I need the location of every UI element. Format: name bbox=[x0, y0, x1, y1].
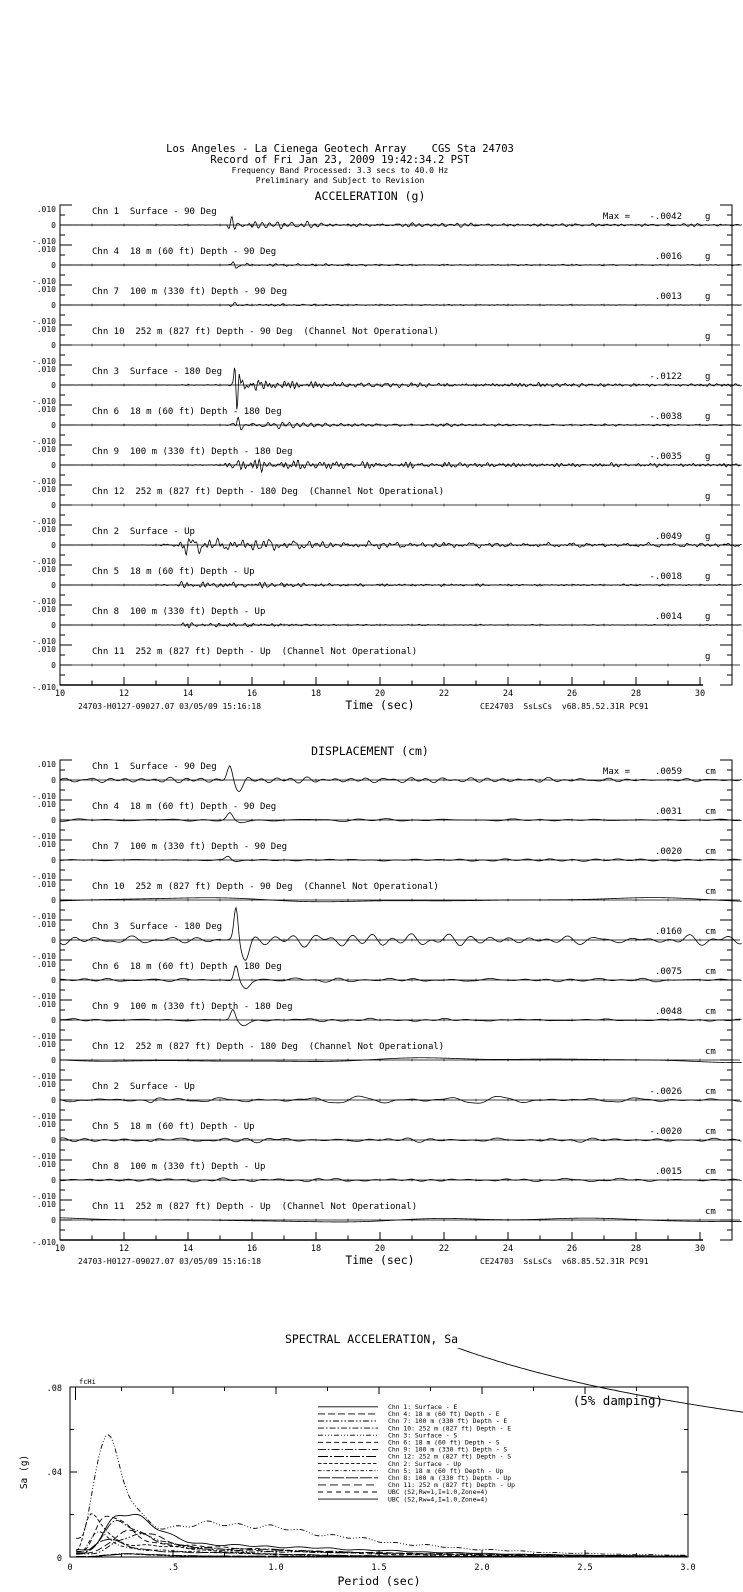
y-tick-label: -.010 bbox=[31, 872, 56, 881]
y-tick-label: .010 bbox=[36, 1120, 56, 1129]
channel-label: Chn 2 Surface - Up bbox=[92, 1082, 195, 1092]
y-tick-label: .010 bbox=[36, 405, 56, 414]
channel-row bbox=[32, 1080, 742, 1121]
x-tick-label: 14 bbox=[182, 689, 194, 699]
unit-label: g bbox=[705, 612, 711, 622]
waveform-trace bbox=[60, 302, 742, 306]
legend-entry-label: Chn 12: 252 m (827 ft) Depth - S bbox=[388, 1452, 512, 1461]
legend-entry-label: Chn 10: 252 m (827 ft) Depth - E bbox=[388, 1424, 512, 1433]
max-value: .0059 bbox=[654, 767, 682, 777]
x-tick-label: 20 bbox=[374, 689, 386, 699]
unit-label: cm bbox=[705, 1047, 716, 1057]
waveform-trace bbox=[60, 623, 742, 628]
x-tick-label: 28 bbox=[630, 1244, 642, 1254]
max-value: .0014 bbox=[654, 612, 682, 622]
y-tick-label: 0 bbox=[51, 856, 56, 865]
y-tick-label: -.010 bbox=[31, 557, 56, 566]
y-tick-label: 0 bbox=[51, 1176, 56, 1185]
unit-label: g bbox=[705, 372, 711, 382]
channel-label: Chn 9 100 m (330 ft) Depth - 180 Deg bbox=[92, 1002, 293, 1012]
y-tick-label: .010 bbox=[36, 445, 56, 454]
y-tick-label: -.010 bbox=[31, 597, 56, 606]
legend-entry-label: Chn 9: 100 m (330 ft) Depth - S bbox=[388, 1445, 508, 1454]
max-value: -.0018 bbox=[649, 572, 682, 582]
channel-label: Chn 12 252 m (827 ft) Depth - 180 Deg (Channel Not Operational) bbox=[92, 487, 445, 497]
record-id-footer: 24703-H0127-09027.07 03/05/09 15:16:18 bbox=[78, 1257, 262, 1266]
channel-label: Chn 11 252 m (827 ft) Depth - Up (Channel Not Operational) bbox=[92, 1202, 418, 1212]
waveform-trace bbox=[60, 813, 742, 823]
period-tick-label: 3.0 bbox=[680, 1563, 696, 1573]
section-title: ACCELERATION (g) bbox=[314, 190, 426, 203]
y-tick-label: .010 bbox=[36, 1080, 56, 1089]
channel-row bbox=[32, 605, 742, 646]
sa-tick-label: 0 bbox=[56, 1554, 62, 1564]
y-tick-label: -.010 bbox=[31, 317, 56, 326]
x-tick-label: 30 bbox=[694, 689, 706, 699]
channel-label: Chn 5 18 m (60 ft) Depth - Up bbox=[92, 1122, 255, 1132]
processing-footer: CE24703 SsLsCs v68.85.52.31R PC91 bbox=[480, 702, 649, 711]
y-tick-label: 0 bbox=[51, 816, 56, 825]
y-tick-label: -.010 bbox=[31, 952, 56, 961]
x-tick-label: 12 bbox=[118, 689, 130, 699]
period-axis-label: Period (sec) bbox=[337, 1574, 421, 1588]
acceleration-plot bbox=[0, 190, 743, 720]
y-tick-label: 0 bbox=[51, 661, 56, 670]
y-tick-label: -.010 bbox=[31, 237, 56, 246]
x-tick-label: 22 bbox=[438, 1244, 450, 1254]
max-value: -.0035 bbox=[649, 452, 682, 462]
max-value: .0048 bbox=[654, 1007, 682, 1017]
y-tick-label: 0 bbox=[51, 936, 56, 945]
y-tick-label: .010 bbox=[36, 565, 56, 574]
x-tick-label: 10 bbox=[54, 1244, 66, 1254]
x-tick-label: 18 bbox=[310, 1244, 322, 1254]
waveform-trace bbox=[60, 908, 742, 960]
waveform-trace bbox=[60, 538, 742, 555]
y-tick-label: 0 bbox=[51, 421, 56, 430]
legend-entry-label: Chn 6: 18 m (60 ft) Depth - S bbox=[388, 1438, 500, 1447]
x-tick-label: 30 bbox=[694, 1244, 706, 1254]
max-value: -.0038 bbox=[649, 412, 682, 422]
max-value: .0075 bbox=[654, 967, 682, 977]
waveform-trace bbox=[60, 581, 742, 587]
y-tick-label: .010 bbox=[36, 365, 56, 374]
damping-note: (5% damping) bbox=[572, 1393, 663, 1408]
x-tick-label: 10 bbox=[54, 689, 66, 699]
y-tick-label: -.010 bbox=[31, 1152, 56, 1161]
spectral-acceleration-plot bbox=[0, 1348, 743, 1592]
period-tick-label: 1.5 bbox=[371, 1563, 387, 1573]
unit-label: g bbox=[705, 652, 711, 662]
unit-label: g bbox=[705, 412, 711, 422]
legend-entry-label: Chn 4: 18 m (60 ft) Depth - E bbox=[388, 1410, 500, 1419]
y-tick-label: .010 bbox=[36, 245, 56, 254]
unit-label: cm bbox=[705, 1207, 716, 1217]
channel-label: Chn 11 252 m (827 ft) Depth - Up (Channel Not Operational) bbox=[92, 647, 418, 657]
y-tick-label: .010 bbox=[36, 525, 56, 534]
channel-label: Chn 6 18 m (60 ft) Depth - 180 Deg bbox=[92, 407, 282, 417]
y-tick-label: 0 bbox=[51, 541, 56, 550]
channel-row bbox=[32, 485, 740, 526]
unit-label: g bbox=[705, 492, 711, 502]
fchi-label: fcHi bbox=[79, 1378, 96, 1386]
sa-tick-label: .08 bbox=[46, 1384, 62, 1394]
y-tick-label: 0 bbox=[51, 1016, 56, 1025]
y-tick-label: .010 bbox=[36, 645, 56, 654]
y-tick-label: .010 bbox=[36, 1160, 56, 1169]
y-tick-label: -.010 bbox=[31, 477, 56, 486]
legend-entry-label: Chn 3: Surface - S bbox=[388, 1431, 458, 1440]
channel-label: Chn 6 18 m (60 ft) Depth - 180 Deg bbox=[92, 962, 282, 972]
y-tick-label: 0 bbox=[51, 581, 56, 590]
max-value: .0049 bbox=[654, 532, 682, 542]
spectrum-curve bbox=[76, 1521, 687, 1557]
spectrum-curve bbox=[76, 1530, 687, 1556]
legend-entry-label: Chn 8: 100 m (330 ft) Depth - Up bbox=[388, 1474, 512, 1482]
x-tick-label: 24 bbox=[502, 689, 514, 699]
channel-label: Chn 3 Surface - 180 Deg bbox=[92, 367, 223, 377]
y-tick-label: .010 bbox=[36, 285, 56, 294]
max-value: -.0026 bbox=[649, 1087, 682, 1097]
unit-label: cm bbox=[705, 1127, 716, 1137]
frequency-band-note: Frequency Band Processed: 3.3 secs to 40.0 Hz bbox=[231, 166, 449, 175]
unit-label: g bbox=[705, 292, 711, 302]
y-tick-label: -.010 bbox=[31, 277, 56, 286]
y-tick-label: .010 bbox=[36, 880, 56, 889]
max-value: -.0042 bbox=[649, 212, 682, 222]
period-tick-label: 1.0 bbox=[268, 1563, 284, 1573]
max-value: .0031 bbox=[654, 807, 682, 817]
y-tick-label: .010 bbox=[36, 605, 56, 614]
y-tick-label: 0 bbox=[51, 381, 56, 390]
legend-entry-label: Chn 5: 18 m (60 ft) Depth - Up bbox=[388, 1466, 504, 1475]
channel-row bbox=[32, 245, 742, 286]
y-tick-label: 0 bbox=[51, 341, 56, 350]
y-tick-label: -.010 bbox=[31, 683, 56, 692]
y-tick-label: -.010 bbox=[31, 637, 56, 646]
unit-label: cm bbox=[705, 1007, 716, 1017]
unit-label: cm bbox=[705, 887, 716, 897]
y-tick-label: .010 bbox=[36, 760, 56, 769]
channel-row bbox=[32, 565, 742, 606]
record-id-footer: 24703-H0127-09027.07 03/05/09 15:16:18 bbox=[78, 702, 262, 711]
unit-label: g bbox=[705, 212, 711, 222]
max-value: .0013 bbox=[654, 292, 682, 302]
unit-label: cm bbox=[705, 927, 716, 937]
legend-entry-label: Chn 7: 100 m (330 ft) Depth - E bbox=[388, 1417, 508, 1426]
report-header bbox=[0, 144, 680, 185]
unit-label: g bbox=[705, 252, 711, 262]
preliminary-note: Preliminary and Subject to Revision bbox=[255, 175, 425, 185]
channel-label: Chn 1 Surface - 90 Deg bbox=[92, 207, 217, 217]
channel-row bbox=[32, 960, 742, 1001]
processing-footer: CE24703 SsLsCs v68.85.52.31R PC91 bbox=[480, 1257, 649, 1266]
y-tick-label: 0 bbox=[51, 261, 56, 270]
y-tick-label: -.010 bbox=[31, 1112, 56, 1121]
y-tick-label: 0 bbox=[51, 1056, 56, 1065]
unit-label: g bbox=[705, 452, 711, 462]
channel-label: Chn 10 252 m (827 ft) Depth - 90 Deg (Channel Not Operational) bbox=[92, 882, 439, 892]
time-axis-label: Time (sec) bbox=[345, 698, 415, 712]
x-tick-label: 26 bbox=[566, 1244, 578, 1254]
channel-label: Chn 8 100 m (330 ft) Depth - Up bbox=[92, 607, 266, 617]
y-tick-label: .010 bbox=[36, 205, 56, 214]
waveform-trace bbox=[60, 1096, 742, 1103]
x-tick-label: 22 bbox=[438, 689, 450, 699]
channel-row bbox=[32, 880, 742, 921]
y-tick-label: -.010 bbox=[31, 912, 56, 921]
max-value: .0160 bbox=[654, 927, 682, 937]
y-tick-label: 0 bbox=[51, 1136, 56, 1145]
unit-label: cm bbox=[705, 847, 716, 857]
y-tick-label: -.010 bbox=[31, 437, 56, 446]
x-tick-label: 26 bbox=[566, 689, 578, 699]
period-tick-label: 2.5 bbox=[577, 1563, 593, 1573]
y-tick-label: .010 bbox=[36, 800, 56, 809]
period-tick-label: 0 bbox=[67, 1563, 73, 1573]
channel-label: Chn 4 18 m (60 ft) Depth - 90 Deg bbox=[92, 802, 277, 812]
max-prefix: Max = bbox=[602, 767, 630, 777]
spectrum-curve bbox=[76, 1539, 687, 1557]
channel-row bbox=[32, 405, 742, 446]
station-title: Los Angeles - La Cienega Geotech Array CGS Sta 24703 bbox=[166, 143, 514, 155]
x-tick-label: 28 bbox=[630, 689, 642, 699]
y-tick-label: .010 bbox=[36, 960, 56, 969]
y-tick-label: 0 bbox=[51, 461, 56, 470]
channel-label: Chn 10 252 m (827 ft) Depth - 90 Deg (Channel Not Operational) bbox=[92, 327, 439, 337]
section-title: DISPLACEMENT (cm) bbox=[311, 744, 429, 758]
displacement-plot bbox=[0, 742, 743, 1272]
y-tick-label: -.010 bbox=[31, 792, 56, 801]
y-tick-label: .010 bbox=[36, 485, 56, 494]
y-tick-label: .010 bbox=[36, 840, 56, 849]
y-tick-label: -.010 bbox=[31, 1238, 56, 1247]
channel-row bbox=[32, 525, 742, 566]
x-tick-label: 14 bbox=[182, 1244, 194, 1254]
legend-entry-label: UBC (S2,Rw=1,I=1.0,Zone=4) bbox=[388, 1488, 489, 1497]
x-tick-label: 12 bbox=[118, 1244, 130, 1254]
unit-label: cm bbox=[705, 767, 716, 777]
y-tick-label: 0 bbox=[51, 501, 56, 510]
max-value: .0016 bbox=[654, 252, 682, 262]
channel-label: Chn 4 18 m (60 ft) Depth - 90 Deg bbox=[92, 247, 277, 257]
channel-label: Chn 5 18 m (60 ft) Depth - Up bbox=[92, 567, 255, 577]
unit-label: g bbox=[705, 572, 711, 582]
max-value: .0020 bbox=[654, 847, 682, 857]
channel-row bbox=[32, 1120, 742, 1161]
period-tick-label: 2.0 bbox=[474, 1563, 490, 1573]
y-tick-label: -.010 bbox=[31, 357, 56, 366]
channel-row bbox=[32, 1000, 742, 1041]
spectrum-curve bbox=[76, 1514, 687, 1556]
max-value: -.0122 bbox=[649, 372, 682, 382]
time-axis-ticks bbox=[60, 677, 700, 685]
period-tick-label: .5 bbox=[167, 1563, 179, 1573]
time-axis-ticks bbox=[60, 1232, 700, 1240]
y-tick-label: 0 bbox=[51, 221, 56, 230]
unit-label: g bbox=[705, 532, 711, 542]
y-tick-label: -.010 bbox=[31, 1072, 56, 1081]
record-date: Record of Fri Jan 23, 2009 19:42:34.2 PST bbox=[210, 154, 470, 166]
channel-row bbox=[32, 908, 742, 961]
y-tick-label: -.010 bbox=[31, 397, 56, 406]
y-tick-label: .010 bbox=[36, 1200, 56, 1209]
y-tick-label: -.010 bbox=[31, 832, 56, 841]
channel-row bbox=[32, 1160, 742, 1201]
y-tick-label: 0 bbox=[51, 896, 56, 905]
channel-label: Chn 9 100 m (330 ft) Depth - 180 Deg bbox=[92, 447, 293, 457]
waveform-trace bbox=[60, 856, 742, 861]
unit-label: cm bbox=[705, 807, 716, 817]
x-tick-label: 20 bbox=[374, 1244, 386, 1254]
unit-label: g bbox=[705, 332, 711, 342]
y-tick-label: -.010 bbox=[31, 1032, 56, 1041]
unit-label: cm bbox=[705, 967, 716, 977]
channel-label: Chn 7 100 m (330 ft) Depth - 90 Deg bbox=[92, 287, 288, 297]
y-tick-label: -.010 bbox=[31, 992, 56, 1001]
y-tick-label: -.010 bbox=[31, 1192, 56, 1201]
unit-label: cm bbox=[705, 1087, 716, 1097]
y-tick-label: 0 bbox=[51, 976, 56, 985]
max-value: -.0020 bbox=[649, 1127, 682, 1137]
y-tick-label: 0 bbox=[51, 1216, 56, 1225]
y-tick-label: .010 bbox=[36, 1040, 56, 1049]
legend-entry-label: Chn 2: Surface - Up bbox=[388, 1459, 462, 1468]
spectral-plot-title: SPECTRAL ACCELERATION, Sa bbox=[284, 1332, 459, 1346]
waveform-trace bbox=[60, 417, 742, 429]
x-tick-label: 16 bbox=[246, 689, 258, 699]
channel-label: Chn 3 Surface - 180 Deg bbox=[92, 922, 223, 932]
unit-label: cm bbox=[705, 1167, 716, 1177]
sa-axis-label: Sa (g) bbox=[19, 1454, 30, 1490]
sa-tick-label: .04 bbox=[46, 1468, 62, 1478]
channel-row bbox=[32, 325, 740, 366]
y-tick-label: 0 bbox=[51, 621, 56, 630]
channel-row bbox=[32, 285, 742, 326]
channel-label: Chn 8 100 m (330 ft) Depth - Up bbox=[92, 1162, 266, 1172]
waveform-trace bbox=[60, 262, 742, 268]
y-tick-label: .010 bbox=[36, 1000, 56, 1009]
waveform-trace bbox=[60, 1218, 742, 1222]
channel-row bbox=[32, 760, 742, 801]
channel-row bbox=[32, 1040, 742, 1081]
channel-label: Chn 1 Surface - 90 Deg bbox=[92, 762, 217, 772]
y-tick-label: 0 bbox=[51, 1096, 56, 1105]
y-tick-label: .010 bbox=[36, 325, 56, 334]
y-tick-label: .010 bbox=[36, 920, 56, 929]
channel-row bbox=[32, 445, 742, 486]
max-value: .0015 bbox=[654, 1167, 682, 1177]
y-tick-label: -.010 bbox=[31, 517, 56, 526]
channel-label: Chn 12 252 m (827 ft) Depth - 180 Deg (Channel Not Operational) bbox=[92, 1042, 445, 1052]
legend-entry-label: Chn 1: Surface - E bbox=[388, 1403, 458, 1411]
channel-row bbox=[32, 365, 742, 409]
x-tick-label: 16 bbox=[246, 1244, 258, 1254]
max-prefix: Max = bbox=[602, 212, 630, 222]
waveform-trace bbox=[60, 217, 742, 230]
legend-entry-label: Chn 11: 252 m (827 ft) Depth - Up bbox=[388, 1481, 515, 1490]
channel-label: Chn 7 100 m (330 ft) Depth - 90 Deg bbox=[92, 842, 288, 852]
y-tick-label: 0 bbox=[51, 301, 56, 310]
x-tick-label: 24 bbox=[502, 1244, 514, 1254]
y-tick-label: 0 bbox=[51, 776, 56, 785]
spectrum-curve bbox=[76, 1435, 687, 1556]
channel-row bbox=[32, 840, 742, 881]
waveform-trace bbox=[60, 459, 742, 472]
channel-row bbox=[32, 205, 742, 246]
channel-label: Chn 2 Surface - Up bbox=[92, 527, 195, 537]
legend-entry-label: UBC (S2,Rw=4,I=1.0,Zone=4) bbox=[388, 1495, 489, 1504]
channel-row bbox=[32, 800, 742, 841]
x-tick-label: 18 bbox=[310, 689, 322, 699]
time-axis-label: Time (sec) bbox=[345, 1253, 415, 1267]
